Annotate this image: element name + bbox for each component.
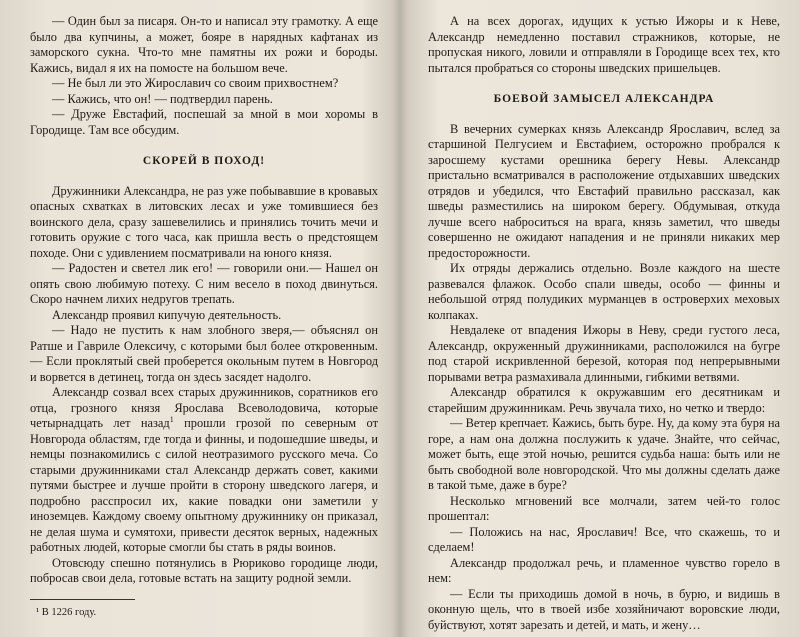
paragraph: — Радостен и светел лик его! — говорили они.— Нашел он опять свою любимую потеху. С ним весело в поход двинуться. Скоро начнем лихих недругов трепать. bbox=[30, 261, 378, 306]
paragraph: — Если ты приходишь домой в ночь, в бурю, и видишь в оконную щель, что в твоей избе хозяйничают воровские люди, буйствуют, хотят зарезать и детей, и мать, и жену… bbox=[428, 586, 780, 632]
paragraph: — Не был ли это Жирославич со своим прихвостнем? bbox=[52, 76, 339, 90]
paragraph: Отовсюду спешно потянулись в Рюриково городище люди, побросав свои дела, готовые встать на защиту родной земли. bbox=[30, 555, 378, 585]
paragraph-text: прошли грозой по северным от Новгорода областям, где тогда и финны, и подошедшие шведы, и немцы познакомились с силой неотразимого русского меча. Со старыми дружинниками стал Александр держать совет, какими путями быстрее и лучше пройти в сторону шведского лагеря, и подробно расспросил их, какие повадки они заметили у иноземцев. Каждому своему опытному дружиннику он приказал, не делая шума и сумятохи, привести десяток верных, надежных работных людей, которые смогли бы стать в ряды воинов. bbox=[30, 416, 378, 554]
paragraph: Дружинники Александра, не раз уже побывавшие в кровавых опасных схватках в литовских лесах и уже томившиеся без воинского дела, сразу зашевелились и принялись точить мечи и готовить оружие с того часа, как пришла весть о предстоящем походе. Они с удивлением посматривали на юного князя. bbox=[30, 183, 378, 260]
section-heading: БОЕВОЙ ЗАМЫСЕЛ АЛЕКСАНДРА bbox=[493, 93, 715, 105]
section-heading: СКОРЕЙ В ПОХОД! bbox=[142, 155, 266, 167]
footnote: ¹ В 1226 году. bbox=[36, 606, 97, 618]
paragraph: — Положись на нас, Ярославич! Все, что скажешь, то и сделаем! bbox=[428, 524, 780, 554]
paragraph-with-footnote bbox=[30, 385, 378, 556]
paragraph: Александр обратился к окружавшим его десятникам и старейшим дружинникам. Речь звучала тихо, но четко и твердо: bbox=[428, 385, 780, 415]
paragraph: — Кажись, что он! — подтвердил парень. bbox=[52, 91, 273, 106]
footnote-divider bbox=[30, 599, 135, 600]
paragraph: — Один был за писаря. Он-то и написал эту грамотку. А еще было два купчины, а может, бояре в нарядных кафтанах из заморского сукна. Что-то мне памятны их рожи и бороды. Кажись, видал я их на помосте на большом вече. bbox=[30, 14, 378, 75]
paragraph: В вечерних сумерках князь Александр Ярославич, вслед за старшиной Пелгусием и Евстафием, осторожно пробрался к заросшему кустами орешника берегу Невы. Александр пристально всматривался в расположение отдыхавших шведских отрядов и убедился, что Евстафий правильно рассказал, как шведы разместились на широком берегу. Обдумывая, откуда лучше всего наброситься на врага, князь заметил, что шведы совершенно не ожидают нападения и не приняли никаких мер предосторожности. bbox=[428, 121, 780, 260]
paragraph: Александр продолжал речь, и пламенное чувство горело в нем: bbox=[428, 555, 780, 585]
paragraph: А на всех дорогах, идущих к устью Ижоры и к Неве, Александр немедленно поставил стражников, которые, не пропуская никого, ловили и отправляли в Городище всех тех, кто пытался пробраться со стороны шведских пришельцев. bbox=[428, 14, 780, 75]
footnote-marker[interactable]: 1 bbox=[169, 414, 174, 424]
right-page bbox=[400, 0, 800, 637]
paragraph: Их отряды держались отдельно. Возле каждого на шесте развевался флажок. Особо спали шведы, особо — финны и небольшой отряд полудиких мурманцев в островерхих меховых колпаках. bbox=[428, 261, 780, 322]
paragraph-text: Александр созвал всех старых дружинников, соратников его отца, грозного князя Ярослава Всеволодовича, которые четырнадцать лет назад bbox=[30, 385, 378, 430]
paragraph: Александр проявил кипучую деятельность. bbox=[52, 307, 282, 322]
paragraph: Несколько мгновений все молчали, затем чей-то голос прошептал: bbox=[428, 493, 780, 523]
paragraph: Невдалеке от впадения Ижоры в Неву, среди густого леса, Александр, окруженный дружинниками, расположился на бугре под старой искривленной березой, которая под непрерывными порывами ветра размахивала длинными, гибкими ветвями. bbox=[428, 323, 780, 384]
paragraph: — Друже Евстафий, поспешай за мной в мои хоромы в Городище. Там все обсудим. bbox=[30, 107, 378, 137]
paragraph: — Ветер крепчает. Кажись, быть буре. Ну, да кому эта буря на горе, а нам она должна послужить к удаче. Знайте, что сейчас, может быть, еще этой ночью, решится судьба наша: быть или не быть свободной воле новгородской. Что мы должны сделать даже в такой тьме, даже в буре? bbox=[428, 416, 780, 492]
paragraph: — Надо не пустить к нам злобного зверя,— объяснял он Ратше и Гавриле Олексичу, с которыми был более откровенным.— Если проклятый свей проберется окольным путем в Новгород и ворвется в детинец, тогда он здесь засядет надолго. bbox=[30, 323, 378, 384]
